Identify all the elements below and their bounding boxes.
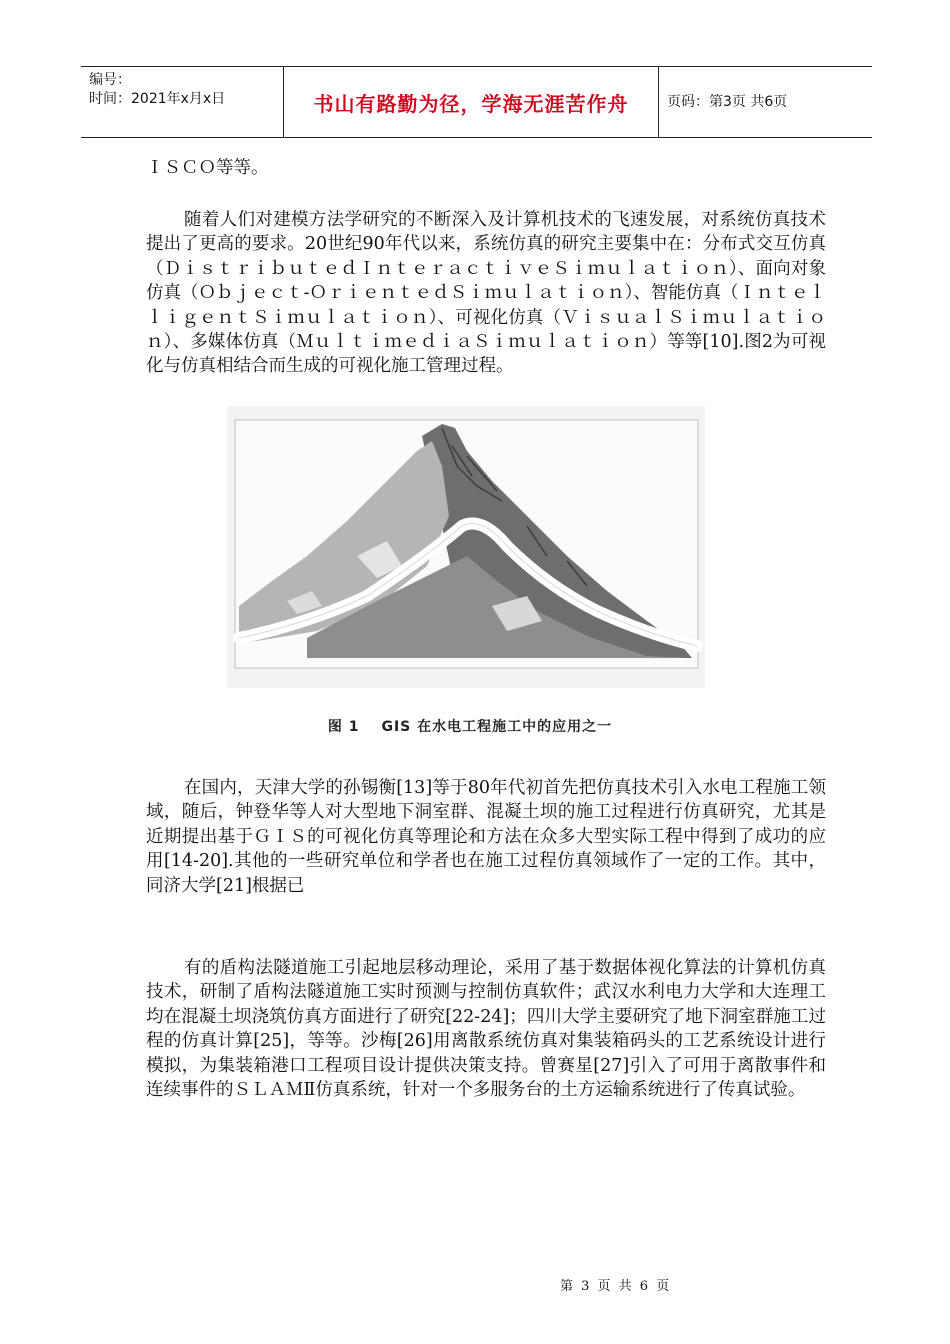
header-motto-cell <box>284 67 659 137</box>
document-number-label: 编号： <box>89 72 131 88</box>
figure-caption <box>230 716 710 736</box>
paragraph-domestic-research: 在国内，天津大学的孙锡衡[13]等于80年代初首先把仿真技术引入水电工程施工领域，随后，钟登华等人对大型地下洞室群、混凝土坝的施工过程进行仿真研究，尤其是近期提出基于ＧＩＳ的可视化仿真等理论和方法在众多大型实际工程中得到了成功的应用[14-20].其他的一些研究单位和学者也在施工过程仿真领域作了一定的工作。其中，同济大学[21]根据已 <box>146 778 826 896</box>
gis-terrain-figure <box>227 406 705 688</box>
figure-caption-text: GIS 在水电工程施工中的应用之一 <box>381 719 613 735</box>
paragraph-shield-tunnel: 有的盾构法隧道施工引起地层移动理论，采用了基于数据体视化算法的计算机仿真技术，研制了盾构法隧道施工实时预测与控制仿真软件；武汉水利电力大学和大连理工均在混凝土坝浇筑仿真方面进行了研究[22-24]；四川大学主要研究了地下洞室群施工过程的仿真计算[25]，等等。沙梅[26]用离散系统仿真对集装箱码头的工艺系统设计进行模拟，为集装箱港口工程项目设计提供决策支持。曾赛星[27]引入了可用于离散事件和连续事件的ＳＬＡＭⅡ仿真系统，针对一个多服务台的土方运输系统进行了传真试验。 <box>146 958 826 1101</box>
motto-text: 书山有路勤为径，学海无涯苦作舟 <box>313 91 629 116</box>
page-header <box>81 66 872 138</box>
page-footer: 第 3 页 共 6 页 <box>560 1279 672 1294</box>
terrain-illustration <box>227 406 705 688</box>
paragraph-simulation-research: 随着人们对建模方法学研究的不断深入及计算机技术的飞速发展，对系统仿真技术提出了更高的要求。20世纪90年代以来，系统仿真的研究主要集中在：分布式交互仿真（ＤｉｓｔｒｉｂｕｔｅｄＩｎｔｅｒａｃｔｉｖｅＳｉｍｕｌａｔｉｏｎ）、面向对象仿真（Ｏｂｊｅｃｔ-ＯｒｉｅｎｔｅｄＳｉｍｕｌａｔｉｏｎ）、智能仿真（Ｉｎｔｅｌ ｌｉｇｅｎｔＳｉｍｕｌａｔｉｏｎ）、可视化仿真（ＶｉｓｕａｌＳｉｍｕｌａｔｉｏｎ）、多媒体仿真（ＭｕｌｔｉｍｅｄｉａＳｉｍｕｌａｔｉｏｎ）等等[10].图2为可视化与仿真相结合而生成的可视化施工管理过程。 <box>146 210 826 377</box>
figure-caption-number: 图 1 <box>327 719 360 735</box>
paragraph-isco: ＩＳＣＯ等等。 <box>146 158 269 178</box>
document-date-label: 时间：2021年x月x日 <box>89 91 226 107</box>
header-page-cell <box>659 67 872 137</box>
header-meta-cell <box>81 67 284 137</box>
page-info: 页码：第3页 共6页 <box>667 93 788 110</box>
